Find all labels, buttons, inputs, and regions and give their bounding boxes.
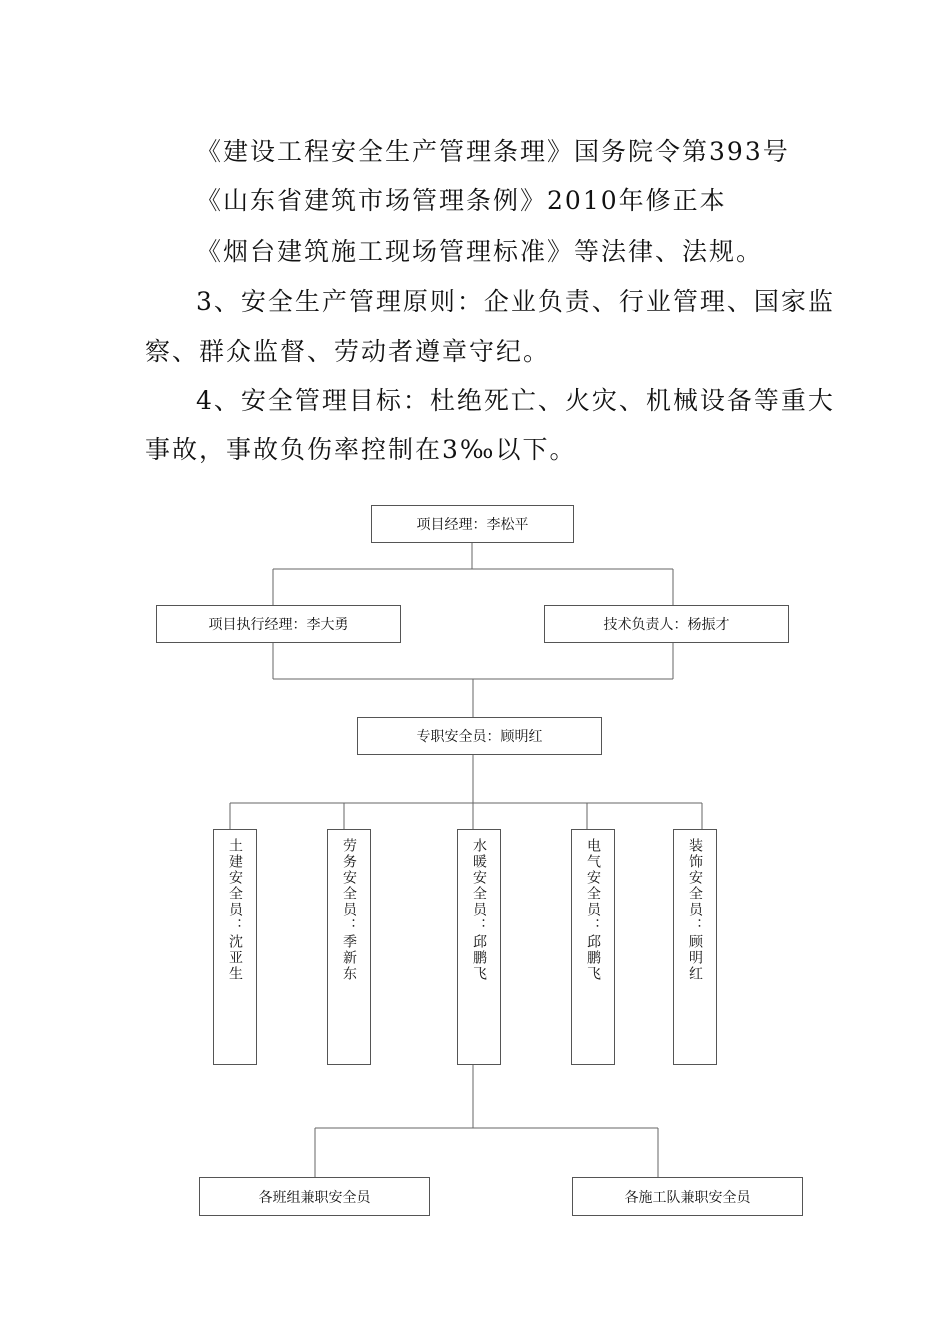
specialist-box (673, 829, 717, 1065)
crew-safety-box: 各施工队兼职安全员 (572, 1177, 803, 1216)
exec-manager-box: 项目执行经理：李大勇 (156, 605, 401, 643)
specialist-label: 装饰安全员：顾明红 (687, 838, 703, 982)
specialist-box (571, 829, 615, 1065)
text-line-6: 4、安全管理目标：杜绝死亡、火灾、机械设备等重大 (196, 386, 835, 415)
safety-officer-box: 专职安全员：顾明红 (357, 717, 602, 755)
specialist-box (213, 829, 257, 1065)
specialist-box (327, 829, 371, 1065)
team-safety-box: 各班组兼职安全员 (199, 1177, 430, 1216)
specialist-label: 劳务安全员：季新东 (341, 838, 357, 982)
specialist-label: 土建安全员：沈亚生 (227, 838, 243, 982)
text-line-4: 3、安全生产管理原则：企业负责、行业管理、国家监 (196, 287, 835, 316)
specialist-label: 电气安全员：邱鹏飞 (585, 838, 601, 982)
project-manager-box: 项目经理：李松平 (371, 505, 574, 543)
specialist-label: 水暖安全员：邱鹏飞 (471, 838, 487, 982)
text-line-2: 《山东省建筑市场管理条例》2010年修正本 (196, 186, 727, 215)
text-line-1: 《建设工程安全生产管理条理》国务院令第393号 (196, 137, 790, 166)
text-line-7: 事故，事故负伤率控制在3‰以下。 (145, 435, 577, 464)
text-line-5: 察、群众监督、劳动者遵章守纪。 (145, 337, 551, 366)
tech-lead-box: 技术负责人：杨振才 (544, 605, 789, 643)
specialist-box (457, 829, 501, 1065)
text-line-3: 《烟台建筑施工现场管理标准》等法律、法规。 (196, 237, 764, 266)
